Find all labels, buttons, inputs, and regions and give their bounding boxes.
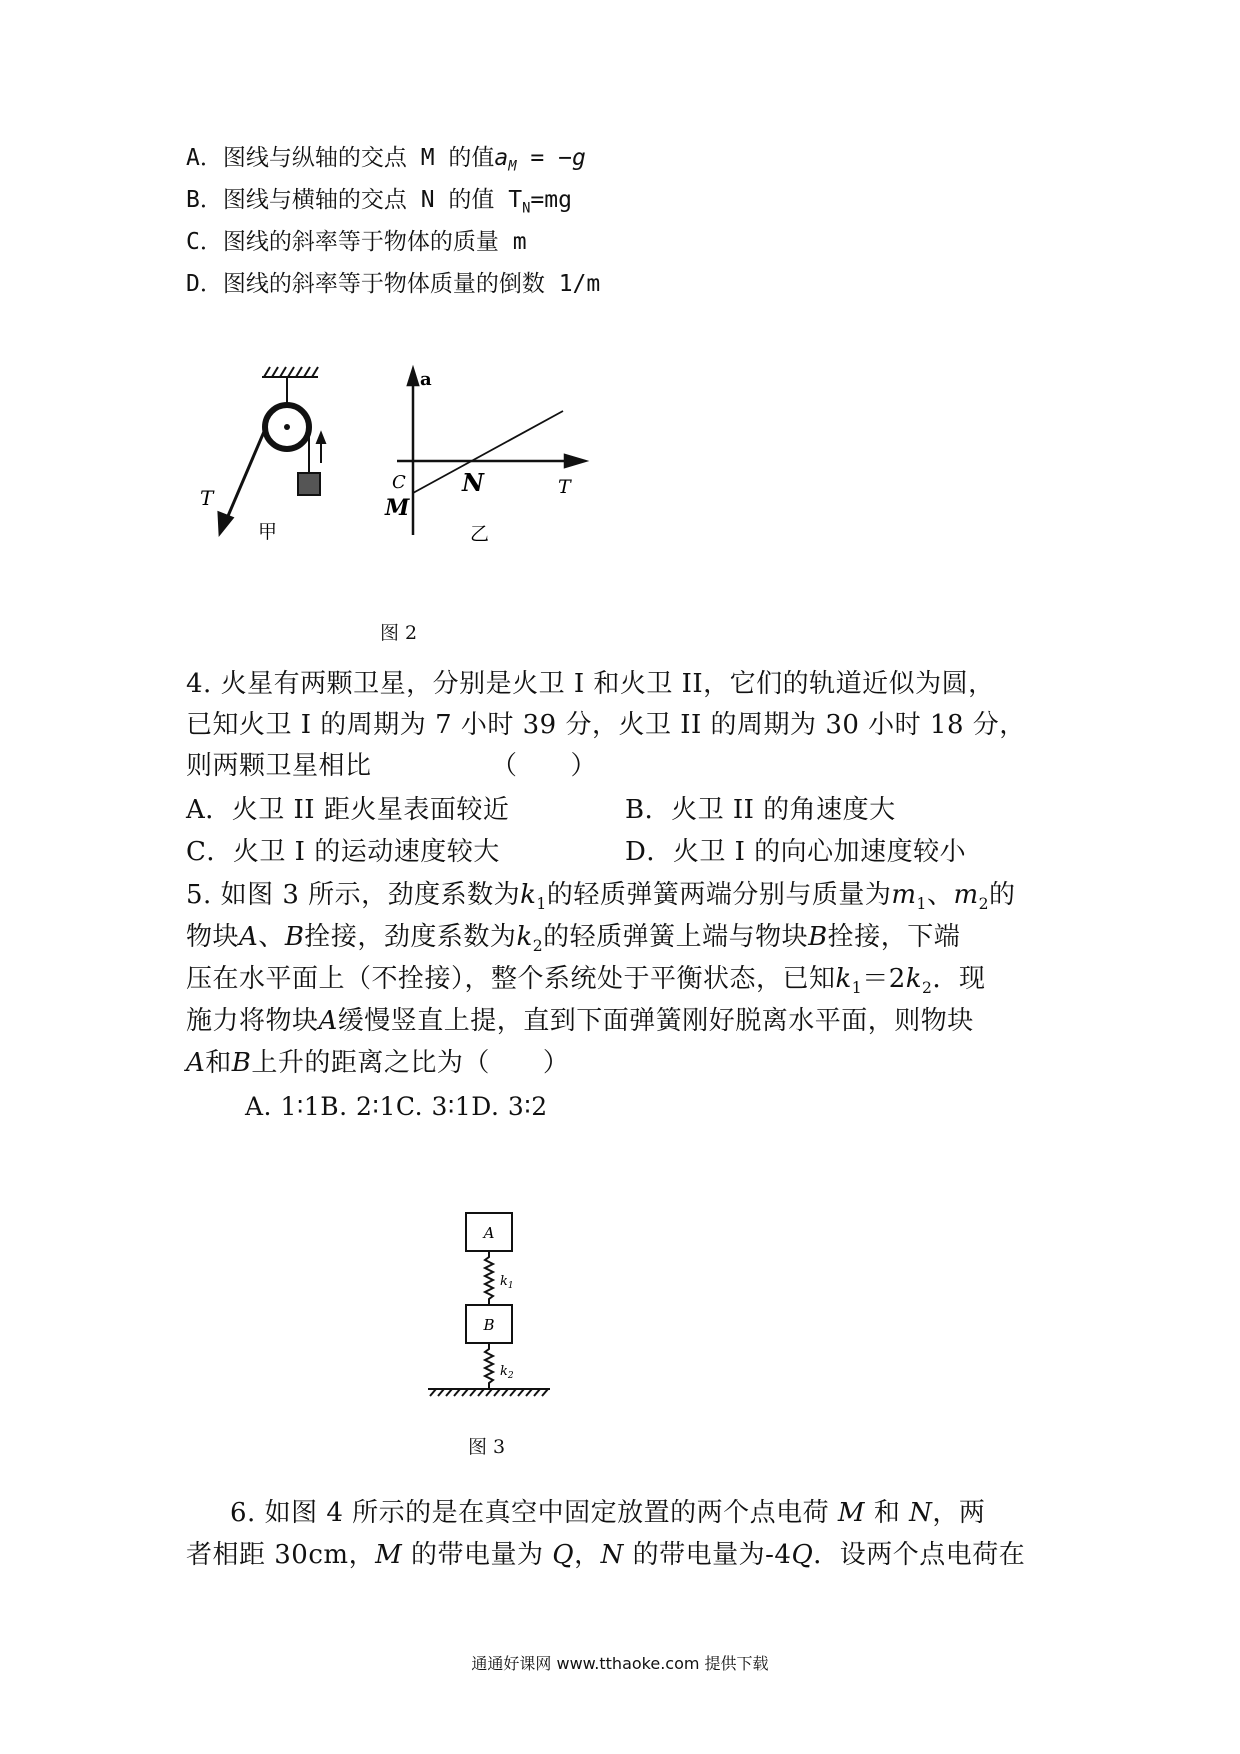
q6-charge-q: Q	[552, 1540, 575, 1570]
tension-label: T	[200, 486, 214, 510]
q6-text: 和	[873, 1498, 901, 1528]
q5-block-a: A	[318, 1006, 338, 1036]
label-jia: 甲	[258, 521, 278, 543]
q5-k1-sub: 1	[536, 895, 547, 914]
q6-charge-m: M	[837, 1498, 866, 1528]
q5-text: 5. 如图 3 所示，劲度系数为	[186, 880, 521, 910]
spring-k1-label: $k_1$	[500, 1274, 514, 1291]
spring-k1	[485, 1251, 493, 1305]
q5-text: 、	[926, 880, 954, 910]
point-M-label: M	[385, 495, 410, 521]
q5-text: 施力将物块	[186, 1006, 319, 1036]
q5-block-b: B	[284, 922, 305, 952]
q5-text: 上升的距离之比为（ ）	[251, 1048, 570, 1078]
q5-k2-sub: 2	[922, 979, 933, 998]
q4-option-b: B．火卫 II 的角速度大	[625, 795, 896, 825]
q3-option-c: C．图线的斜率等于物体的质量 m	[186, 229, 527, 255]
figure-2	[180, 355, 660, 595]
q6-text: 6. 如图 4 所示的是在真空中固定放置的两个点电荷	[230, 1498, 830, 1528]
figure-3-caption: 图 3	[468, 1436, 506, 1458]
pulley	[265, 405, 309, 449]
q5-line-4	[186, 1006, 974, 1036]
q5-m1-sub: 1	[916, 895, 927, 914]
q5-m1: m	[891, 880, 917, 910]
q5-line-2	[186, 922, 960, 961]
block-A-label: A	[483, 1224, 495, 1242]
q5-k2-sub: 2	[532, 937, 544, 956]
q5-options: A. 1∶1B. 2∶1C. 3∶1D. 3∶2	[245, 1092, 548, 1121]
q5-block-b: B	[808, 922, 828, 952]
q5-block-b: B	[231, 1048, 252, 1078]
q5-line-1	[186, 880, 1016, 919]
spring-k2	[485, 1343, 493, 1389]
rope-tension-arrow	[219, 427, 266, 533]
q4-option-c: C．火卫 I 的运动速度较大	[186, 837, 500, 867]
q4-line-1: 4. 火星有两颗卫星，分别是火卫 I 和火卫 II，它们的轨道近似为圆，	[186, 669, 995, 699]
q5-text: 压在水平面上（不拴接），整个系统处于平衡状态，已知	[186, 964, 836, 994]
q6-text: ，	[574, 1540, 601, 1570]
q3-option-a-text: A．图线与纵轴的交点 M 的值	[186, 145, 495, 171]
block-B-label: B	[483, 1316, 495, 1334]
q5-m2-sub: 2	[978, 895, 990, 914]
axis-a-label: a	[420, 369, 432, 390]
q6-charge-q: Q	[791, 1540, 814, 1570]
q6-charge-n: N	[600, 1540, 624, 1570]
q6-line-1	[230, 1498, 985, 1528]
q5-k1-sub: 1	[851, 979, 863, 998]
q6-text: 的带电量为	[410, 1540, 544, 1570]
q4-line-2: 已知火卫 I 的周期为 7 小时 39 分，火卫 II 的周期为 30 小时 18 分，	[186, 710, 1026, 740]
q5-text: 的轻质弹簧两端分别与质量为	[546, 880, 892, 910]
q6-charge-m: M	[375, 1540, 403, 1570]
figure-3	[420, 1205, 560, 1410]
q3-option-b-sub: N	[522, 200, 531, 217]
q3-option-a-math: $a_M = -g$	[494, 145, 586, 175]
q5-k1: k	[520, 880, 537, 910]
q5-text: 、	[258, 922, 285, 952]
q6-text: 的带电量为-4	[632, 1540, 792, 1570]
spring-k2-label: $k_2$	[500, 1364, 514, 1381]
q5-text: 拴接，劲度系数为	[304, 922, 517, 952]
q6-line-2	[186, 1540, 1025, 1570]
q5-text: ＝2	[862, 964, 906, 994]
q5-text: 缓慢竖直上提，直到下面弹簧刚好脱离水平面，则物块	[337, 1006, 974, 1036]
q5-text: 的轻质弹簧上端与物块	[543, 922, 809, 952]
q5-text: 拴接，下端	[827, 922, 961, 952]
ceiling-hatch	[262, 367, 318, 403]
q5-k2: k	[516, 922, 533, 952]
q4-option-d: D．火卫 I 的向心加速度较小	[625, 837, 967, 867]
q6-charge-n: N	[909, 1498, 933, 1528]
q6-text: ．设两个点电荷在	[813, 1540, 1026, 1570]
upward-arrow	[317, 433, 325, 463]
q5-line-5	[186, 1048, 569, 1078]
figure-2-caption: 图 2	[380, 622, 418, 644]
axis-T-label: T	[558, 476, 571, 498]
point-N-label: N	[462, 468, 484, 497]
q3-option-b-post: =mg	[530, 187, 572, 213]
graph-axes	[397, 369, 585, 535]
hanging-block	[298, 473, 320, 495]
q4-option-a: A．火卫 II 距火星表面较近	[186, 795, 510, 825]
q3-option-b-text: B．图线与横轴的交点 N 的值 T	[186, 187, 523, 213]
q6-text: 者相距 30cm，	[186, 1540, 376, 1570]
q5-text: 和	[205, 1048, 232, 1078]
q5-text: ．现	[932, 964, 986, 994]
q4-line-3: 则两颗卫星相比 （ ）	[186, 751, 598, 781]
graph-line	[413, 411, 563, 493]
page-footer: 通通好课网 www.tthaoke.com 提供下载	[471, 1654, 769, 1673]
q5-block-a: A	[239, 922, 259, 952]
q5-text: 物块	[186, 922, 240, 952]
q3-option-a	[186, 143, 586, 182]
q5-block-a: A	[186, 1048, 206, 1078]
q5-m2: m	[953, 880, 979, 910]
q3-option-b	[186, 185, 572, 224]
label-yi: 乙	[470, 523, 490, 545]
q5-k2: k	[905, 964, 923, 994]
ground-hatch	[428, 1389, 550, 1396]
q5-k1: k	[835, 964, 852, 994]
point-C-label: C	[392, 472, 406, 493]
q3-option-d: D．图线的斜率等于物体质量的倒数 1/m	[186, 271, 601, 297]
q6-text: ，两	[932, 1498, 986, 1528]
q5-text: 的	[989, 880, 1016, 910]
q5-line-3	[186, 964, 985, 1003]
